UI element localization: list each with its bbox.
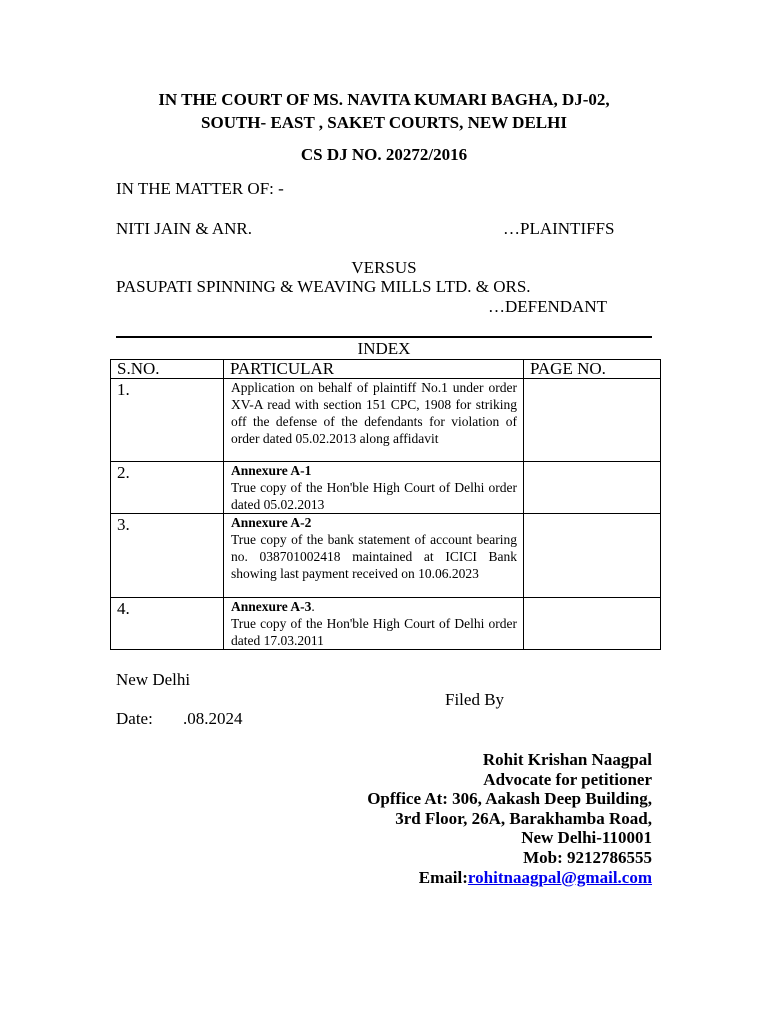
advocate-name: Rohit Krishan Naagpal — [482, 750, 652, 769]
mobile-number: Mob: 9212786555 — [523, 847, 652, 867]
column-header-page-no: PAGE NO. — [524, 360, 661, 379]
court-title — [0, 88, 768, 134]
in-the-matter-of: IN THE MATTER OF: - — [116, 179, 284, 198]
horizontal-rule — [116, 336, 652, 338]
index-table — [110, 359, 661, 650]
table-row — [111, 462, 661, 514]
row-sno: 2. — [117, 463, 130, 482]
court-title-line-2: SOUTH- EAST , SAKET COURTS, NEW DELHI — [201, 113, 567, 132]
row-sno: 3. — [117, 515, 130, 534]
table-row — [111, 379, 661, 462]
column-header-particular: PARTICULAR — [224, 360, 524, 379]
index-heading: INDEX — [357, 339, 411, 358]
date-value: .08.2024 — [183, 709, 243, 728]
table-header-row — [111, 360, 661, 379]
table-row — [111, 598, 661, 650]
plaintiff-name: NITI JAIN & ANR. — [116, 219, 252, 238]
row-sno-cell — [111, 598, 224, 650]
email-link[interactable]: rohitnaagpal@gmail.com — [467, 867, 652, 887]
versus-label: VERSUS — [351, 258, 417, 277]
row-description: True copy of the Hon'ble High Court of Delhi order dated 05.02.2013 — [231, 480, 517, 512]
row-page-cell — [524, 379, 661, 462]
row-sno: 1. — [117, 380, 130, 399]
office-address-line-2: 3rd Floor, 26A, Barakhamba Road, — [395, 808, 652, 828]
table-row — [111, 514, 661, 598]
annexure-title: Annexure A-2 — [231, 515, 312, 530]
row-description: Application on behalf of plaintiff No.1 under order XV-A read with section 151 CPC, 1908 for striking off the defense of the defendants for violation of order dated 05.02.2013 along affidavit — [231, 380, 517, 446]
row-particular-cell — [224, 379, 524, 462]
plaintiff-role: …PLAINTIFFS — [503, 219, 615, 238]
defendant-role: …DEFENDANT — [488, 297, 607, 316]
date-label: Date: — [116, 709, 153, 728]
case-number: CS DJ NO. 20272/2016 — [300, 145, 468, 164]
court-title-line-1: IN THE COURT OF MS. NAVITA KUMARI BAGHA, DJ-02, — [158, 90, 610, 109]
advocate-signature-block — [367, 750, 652, 887]
filed-by-label: Filed By — [445, 690, 505, 709]
row-sno: 4. — [117, 599, 130, 618]
place-label: New Delhi — [116, 670, 191, 689]
annexure-title-suffix: . — [311, 599, 315, 614]
row-page-cell — [524, 514, 661, 598]
row-particular-cell — [224, 514, 524, 598]
defendant-name: PASUPATI SPINNING & WEAVING MILLS LTD. & ORS. — [116, 277, 531, 296]
office-city: New Delhi-110001 — [521, 828, 652, 848]
row-page-cell — [524, 598, 661, 650]
annexure-title: Annexure A-1 — [231, 463, 312, 478]
row-particular-cell — [224, 598, 524, 650]
row-sno-cell — [111, 514, 224, 598]
row-page-cell — [524, 462, 661, 514]
row-particular-cell — [224, 462, 524, 514]
column-header-sno: S.NO. — [111, 360, 224, 379]
email-line — [367, 868, 652, 888]
row-sno-cell — [111, 462, 224, 514]
office-address-line-1: Opffice At: 306, Aakash Deep Building, — [367, 789, 652, 809]
annexure-title: Annexure A-3 — [231, 599, 312, 614]
row-description: True copy of the bank statement of account bearing no. 038701002418 maintained at ICICI Bank showing last payment received on 10.06.2023 — [231, 532, 517, 581]
row-description: True copy of the Hon'ble High Court of Delhi order dated 17.03.2011 — [231, 616, 517, 648]
row-sno-cell — [111, 379, 224, 462]
advocate-designation: Advocate for petitioner — [483, 769, 652, 789]
email-label: Email: — [418, 867, 468, 887]
